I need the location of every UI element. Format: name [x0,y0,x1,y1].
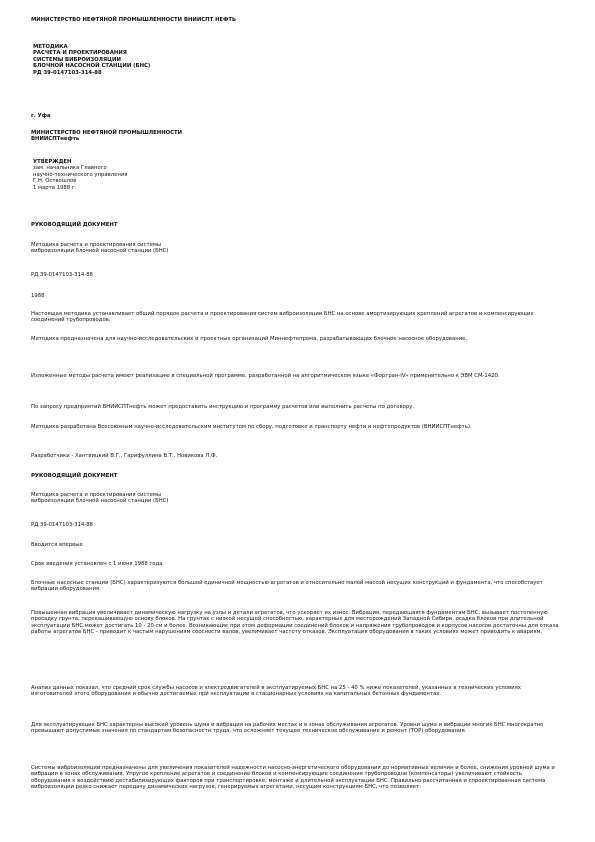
ministry-line: ВНИИСПТнефть [31,136,80,143]
title-line: БЛОЧНОЙ НАСОСНОЙ СТАНЦИИ (БНС) [33,63,151,70]
document-code: РД 39-0147103-314-88 [31,272,93,278]
approval-line: зам. начальника Главного [33,165,107,172]
title-line: СИСТЕМЫ ВИБРОИЗОЛЯЦИИ [33,56,121,63]
document-title-line: Методика расчета и проектирования системы [31,492,162,498]
ministry-line: МИНИСТЕРСТВО НЕФТЯНОЙ ПРОМЫШЛЕННОСТИ [31,130,183,136]
approval-line: научно-технического управления [33,171,128,178]
paragraph: Блочные насосные станции (БНС) характеризуются большой единичной мощностью агрегатов и относительно малой массой несущих конструкций и фундамента, что способствует вибрации оборудования. [31,580,543,593]
paragraph: Методика разработана Всесоюзным научно-исследовательским институтом по сбору, подготовке и транспорту нефти и нефтепродуктов (ВНИИСПТнефть). [31,424,472,430]
document-title-line: виброизоляции блочной насосной станции (БНС) [31,498,169,505]
paragraph: Повышенная вибрация увеличивает динамическую нагрузку на узлы и детали агрегатов, что ускоряет их износ. Вибрация, передающаяся фундаментам БНС, вызывает постепенную просадку грунта, перекашивающую основу блоков. На грунтах с низкой несущей способностью, характерных для месторождений Западной Сибири, осадка блоков при длительной эксплуатации БНС может достигать 10 - 20 см и более. Возникающие при этом деформации соединений блоков и напряжения трубопроводов и корпусов насосов достаточны для отказа работы агрегатов БНС - приводит к частым нарушениям соосности валов, увеличивает частоту отказов. Эксплуатация оборудования в таких условиях может приводить к авариям. [31,610,559,636]
paragraph: Изложенные методы расчета имеют реализацию в специальной программе, разработанной на алгоритмическом языке «Фортран-IV» применительно к ЭВМ СМ-1420. [31,373,500,379]
paragraph: Методика предназначена для научно-исследовательских и проектных организаций Миннефтепрома, разрабатывающих блочное насосное оборудование. [31,336,468,342]
document-code: РД 39-0147103-314-88 [31,522,93,528]
document-title [31,242,561,255]
section-heading: РУКОВОДЯЩИЙ ДОКУМЕНТ [31,222,118,228]
document-title [31,492,561,505]
title-line: МЕТОДИКА [33,44,68,50]
paragraph: Настоящая методика устанавливает общий порядок расчета и проектирования систем виброизоляции БНС на основе амортизирующих креплений агрегатов и компенсирующих соединений трубопроводов. [31,311,534,324]
document-title-line: Методика расчета и проектирования системы [31,242,162,248]
approval-heading: УТВЕРЖДЕН [33,159,72,165]
ministry-block [31,130,561,143]
document-year: 1988 [31,293,45,299]
paragraph: Анализ данных показал, что средний срок службы насосов и электродвигателей в эксплуатируемых БНС на 25 - 40 % ниже показателей, указанных в технических условиях изготовителей этого оборудования и обычно достигаемых при эксплуатации в стационарных условиях на капитальных бетонных фундаментах. [31,685,521,698]
document-title-line: виброизоляции блочной насосной станции (БНС) [31,248,169,255]
paragraph: Системы виброизоляции предназначены для увеличения показателей надежности насосно-энергетического оборудования до нормативных величин и более, снижения уровней шума и вибрации в зонах обслуживания. Упругое крепление агрегатов и соединение блоков и компенсирующие соединения трубопроводов (компенсаторы) увеличивают стойкость оборудования к воздействию дестабилизирующих факторов при транспортировке, монтаже и длительной эксплуатации БНС. Правильно рассчитанная и спроектированная система виброизоляции резко снижает передачу динамических нагрузок, генерируемых агрегатами, несущим конструкциям БНС, что позволяет [31,765,555,791]
document-code: РД 39-0147103-314-88 [33,69,102,76]
title-block [33,44,563,76]
approval-date: 1 марта 1988 г. [33,184,77,191]
approval-line: Г.Н. Оствошлов [33,178,77,185]
city-label: г. Уфа [31,113,51,119]
paragraph: Для эксплуатирующих БНС характерны высокий уровень шума и вибрация на рабочих местах и в зонах обслуживания агрегатов. Уровни шума и вибрации многих БНС многократно превышают допустимые значения по стандартам безопасности труда, что осложняет текущее техническое обслуживание и ремонт (ТОР) оборудования. [31,722,544,735]
paragraph: По запросу предприятий ВНИИСПТнефть может предоставить инструкцию и программу расчетов или выполнить расчеты по договору. [31,404,415,410]
approval-block [33,159,563,191]
title-line: РАСЧЕТА И ПРОЕКТИРОВАНИЯ [33,50,127,57]
section-heading: РУКОВОДЯЩИЙ ДОКУМЕНТ [31,473,118,479]
ministry-header: МИНИСТЕРСТВО НЕФТЯНОЙ ПРОМЫШЛЕННОСТИ ВНИИСПТ НЕФТЬ [31,17,237,23]
intro-note: Вводится впервые [31,542,83,548]
authors: Разработчики - Хантвицкий В.Г., Гарифуллина В.Т., Новикова Л.Ф. [31,453,218,459]
effective-date: Срок введения установлен с 1 июня 1988 года [31,561,163,567]
